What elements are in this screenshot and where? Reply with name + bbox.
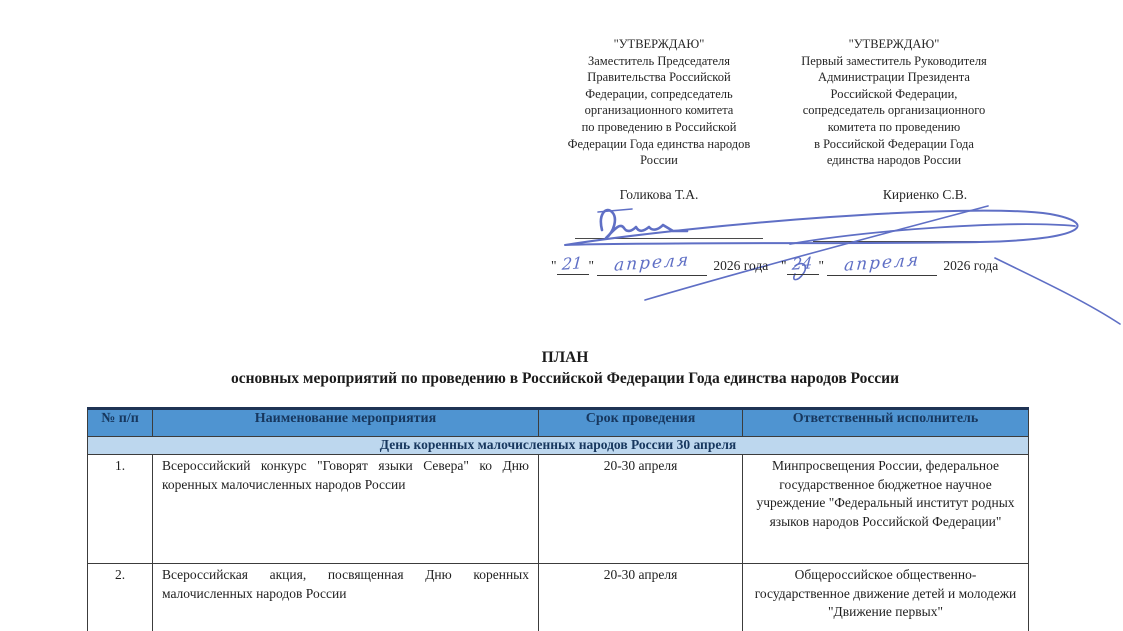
signatory-name-right: Кириенко С.В.	[882, 187, 968, 202]
approval-line: России	[640, 153, 678, 168]
date-year-right: 2026 года	[943, 258, 999, 273]
quote-mark: "	[588, 258, 595, 273]
header-name: Наименование мероприятия	[153, 409, 539, 437]
approval-line: "УТВЕРЖДАЮ"	[848, 37, 940, 51]
approval-line: Администрации Президента	[818, 70, 970, 85]
quote-mark: "	[551, 258, 557, 273]
approval-line: комитета по проведению	[827, 119, 961, 134]
document-title	[60, 349, 1070, 388]
header-responsible: Ответственный исполнитель	[743, 409, 1029, 437]
title-plan: ПЛАН	[541, 349, 589, 366]
approval-line: Правительства Российской	[587, 70, 731, 85]
approval-line: Российской Федерации,	[830, 86, 958, 101]
header-num: № п/п	[88, 409, 153, 437]
cell-num: 2.	[88, 564, 153, 631]
section-title: День коренных малочисленных народов России 30 апреля	[88, 437, 1029, 455]
plan-table	[87, 407, 1029, 631]
approval-line: по проведению в Российской	[581, 119, 737, 134]
signature-line-left	[575, 238, 763, 239]
approval-line: Федерации, сопредседатель	[585, 86, 733, 101]
title-subtitle: основных мероприятий по проведению в Российской Федерации Года единства народов России	[230, 370, 900, 387]
handwritten-month-left: апреля	[597, 255, 707, 276]
date-year-left: 2026 года	[713, 258, 769, 273]
quote-mark: "	[781, 258, 787, 273]
cell-num: 1.	[88, 455, 153, 564]
date-line-left	[551, 250, 769, 276]
approval-line: Федерации Года единства народов	[567, 136, 751, 151]
date-line-right	[781, 250, 999, 276]
approval-line: Первый заместитель Руководителя	[801, 53, 987, 68]
signatory-name-left: Голикова Т.А.	[619, 187, 699, 202]
approval-line: в Российской Федерации Года	[814, 136, 974, 151]
table-section-row	[88, 437, 1029, 455]
table-row	[88, 564, 1029, 631]
handwritten-day-left: 21	[557, 255, 589, 275]
approval-line: сопредседатель организационного	[802, 103, 986, 118]
cell-name: Всероссийский конкурс "Говорят языки Севера" ко Дню коренных малочисленных народов России	[153, 455, 539, 564]
cell-date: 20-30 апреля	[539, 455, 743, 564]
approval-block-left	[552, 36, 766, 169]
cell-name: Всероссийская акция, посвященная Дню коренных малочисленных народов России	[153, 564, 539, 631]
cell-date: 20-30 апреля	[539, 564, 743, 631]
signature-line-right	[813, 241, 1003, 242]
handwritten-month-right: апреля	[827, 255, 937, 276]
handwritten-day-right: 24	[787, 255, 819, 275]
cell-responsible: Минпросвещения России, федеральное государственное бюджетное научное учреждение "Федеральный институт родных языков народов Российской Федерации"	[743, 455, 1029, 564]
approval-line: организационного комитета	[584, 103, 734, 118]
table-header-row	[88, 409, 1029, 437]
approval-line: Заместитель Председателя	[587, 53, 731, 68]
header-date: Срок проведения	[539, 409, 743, 437]
approval-block-right	[778, 36, 1010, 169]
table-row	[88, 455, 1029, 564]
approval-line: "УТВЕРЖДАЮ"	[613, 37, 705, 51]
quote-mark: "	[818, 258, 825, 273]
approval-line: единства народов России	[826, 153, 962, 168]
cell-responsible: Общероссийское общественно-государственное движение детей и молодежи "Движение первых"	[743, 564, 1029, 631]
